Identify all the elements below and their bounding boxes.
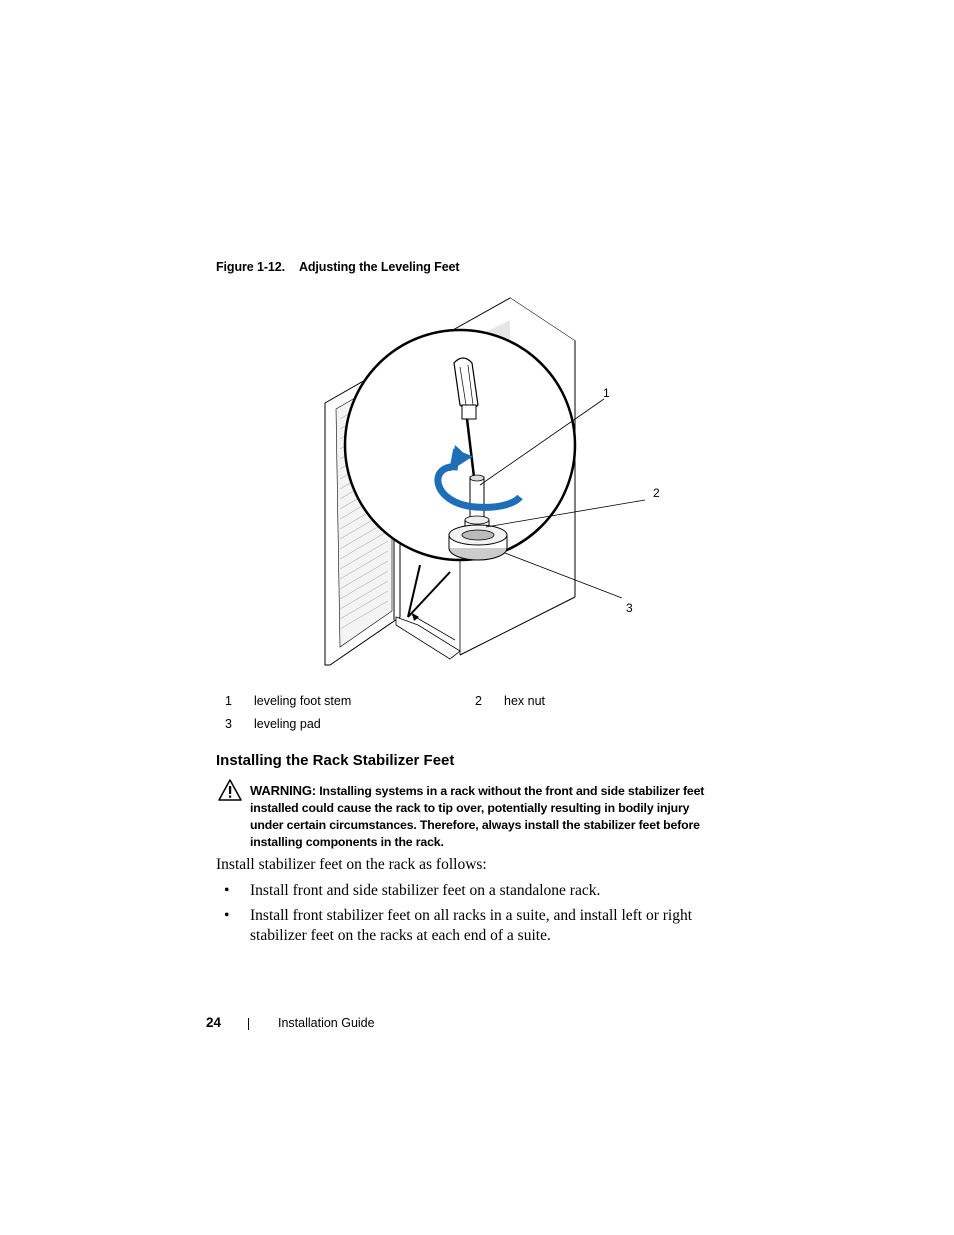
footer-divider xyxy=(248,1018,249,1030)
bullet-marker: • xyxy=(224,882,230,899)
section-heading: Installing the Rack Stabilizer Feet xyxy=(216,752,455,769)
callout-3: 3 xyxy=(626,601,633,615)
figure-number: Figure 1-12. xyxy=(216,260,285,274)
legend-label: leveling foot stem xyxy=(254,694,352,708)
document-title: Installation Guide xyxy=(278,1016,375,1030)
legend-num: 2 xyxy=(475,694,482,708)
legend-label: leveling pad xyxy=(254,717,321,731)
warning-notice xyxy=(250,782,720,851)
legend-label: hex nut xyxy=(504,694,546,708)
callout-2: 2 xyxy=(653,486,660,500)
bullet-item: Install front and side stabilizer feet on a standalone rack. xyxy=(250,882,601,899)
page-number: 24 xyxy=(206,1015,222,1030)
figure-caption xyxy=(216,260,459,274)
legend-num: 1 xyxy=(225,694,232,708)
callout-1: 1 xyxy=(603,386,610,400)
legend-num: 3 xyxy=(225,717,232,731)
bullet-item: Install front stabilizer feet on all racks in a suite, and install left or right stabilizer feet on the racks at each end of a suite. xyxy=(250,907,693,944)
warning-text: Installing systems in a rack without the front and side stabilizer feet installed could cause the rack to tip over, potentially resulting in bodily injury under certain circumstances. Therefore, always install the stabilizer feet before installing components in the rack. xyxy=(250,784,705,849)
warning-icon xyxy=(218,779,242,801)
bullet-marker: • xyxy=(224,907,230,924)
intro-paragraph: Install stabilizer feet on the rack as follows: xyxy=(216,856,487,873)
leveling-feet-illustration xyxy=(300,295,680,675)
figure-title: Adjusting the Leveling Feet xyxy=(298,260,460,274)
warning-label: WARNING: xyxy=(250,783,316,798)
